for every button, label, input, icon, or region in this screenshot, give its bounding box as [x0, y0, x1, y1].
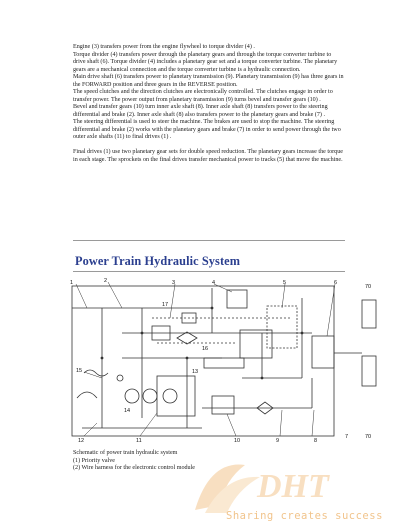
paragraph-spacer: [73, 142, 345, 150]
callout-label: 5: [283, 280, 287, 286]
callout-label: 9: [276, 438, 280, 444]
pump: [163, 389, 177, 403]
actuator: [362, 356, 376, 386]
paragraph: Engine (3) transfers power from the engine flywheel to torque divider (4) .: [73, 44, 255, 50]
caption-line: (1) Priority valve: [73, 457, 115, 464]
divider: [73, 271, 345, 272]
schematic-frame: [72, 286, 334, 436]
callout-label: 14: [124, 408, 131, 414]
callout-label: 6: [334, 280, 338, 286]
section-title: Power Train Hydraulic System: [75, 254, 241, 268]
paragraph: Torque divider (4) transfers power through the planetary gears and through the torque converter turbine to drive shaft (6). Torque divider (4) includes a planetary gear set and a torque converter turbine. The planetary gears are a mechanical connection and the torque converter turbine is a hydraulic connection.: [73, 51, 338, 73]
callout-label: 4: [212, 280, 216, 286]
valve-block: [227, 290, 247, 308]
paragraph: Bevel and transfer gears (10) turn inner axle shaft (8). Inner axle shaft (8) transfers power to the steering differential and brake (2). Inner axle shaft (8) also transfers power to the planetary gears and brake (7) .: [73, 104, 328, 118]
body-text: [73, 44, 345, 164]
paragraph: The steering differential is used to steer the machine. The brakes are used to stop the machine. The steering differential and brake (2) works with the planetary gears and brake (7) in order to send power through the two outer axle shafts (11) to final drives (1) .: [73, 119, 341, 140]
hydraulic-schematic: [62, 278, 382, 446]
caption-line: Schematic of power train hydraulic system: [73, 450, 178, 456]
callout-label: 15: [76, 368, 83, 374]
callout-label: 7: [345, 434, 349, 440]
callout-label: 11: [136, 438, 142, 444]
divider: [73, 240, 345, 241]
control-valve-group: [267, 306, 297, 348]
callout-label: 2: [104, 278, 108, 284]
filter: [212, 396, 234, 414]
callout-label: 3: [172, 280, 176, 286]
callout-label: 12: [78, 438, 85, 444]
paragraph: Final drives (1) use two planetary gear sets for double speed reduction. The planetary gears increase the torque in each stage. The sprockets on the final drives transfer mechanical power to tracks (5) that move the machine.: [73, 149, 343, 163]
callout-label: 70: [365, 284, 372, 290]
callout-label: 8: [314, 438, 318, 444]
paragraph: The speed clutches and the direction clutches are electronically controlled. The clutches engage in order to transfer power. The power output from planetary transmission (9) turns bevel and transfer gears (10) .: [73, 89, 333, 103]
actuator: [362, 300, 376, 328]
callout-label: 70: [365, 434, 372, 440]
pump: [143, 389, 157, 403]
callout-label: 13: [192, 369, 199, 375]
torque-converter: [312, 336, 334, 368]
callout-label: 17: [162, 302, 169, 308]
caption-line: (2) Wire harness for the electronic control module: [73, 465, 195, 471]
watermark-tagline: Sharing creates success: [226, 510, 383, 522]
paragraph: Main drive shaft (6) transfers power to planetary transmission (9). Planetary transmission (9) has three gears in the FORWARD position and three gears in the REVERSE position.: [73, 74, 344, 88]
watermark-logo-text: DHT: [257, 468, 329, 505]
callout-label: 1: [70, 280, 74, 286]
callout-label: 10: [234, 438, 241, 444]
callout-label: 16: [202, 346, 209, 352]
pump: [125, 389, 139, 403]
